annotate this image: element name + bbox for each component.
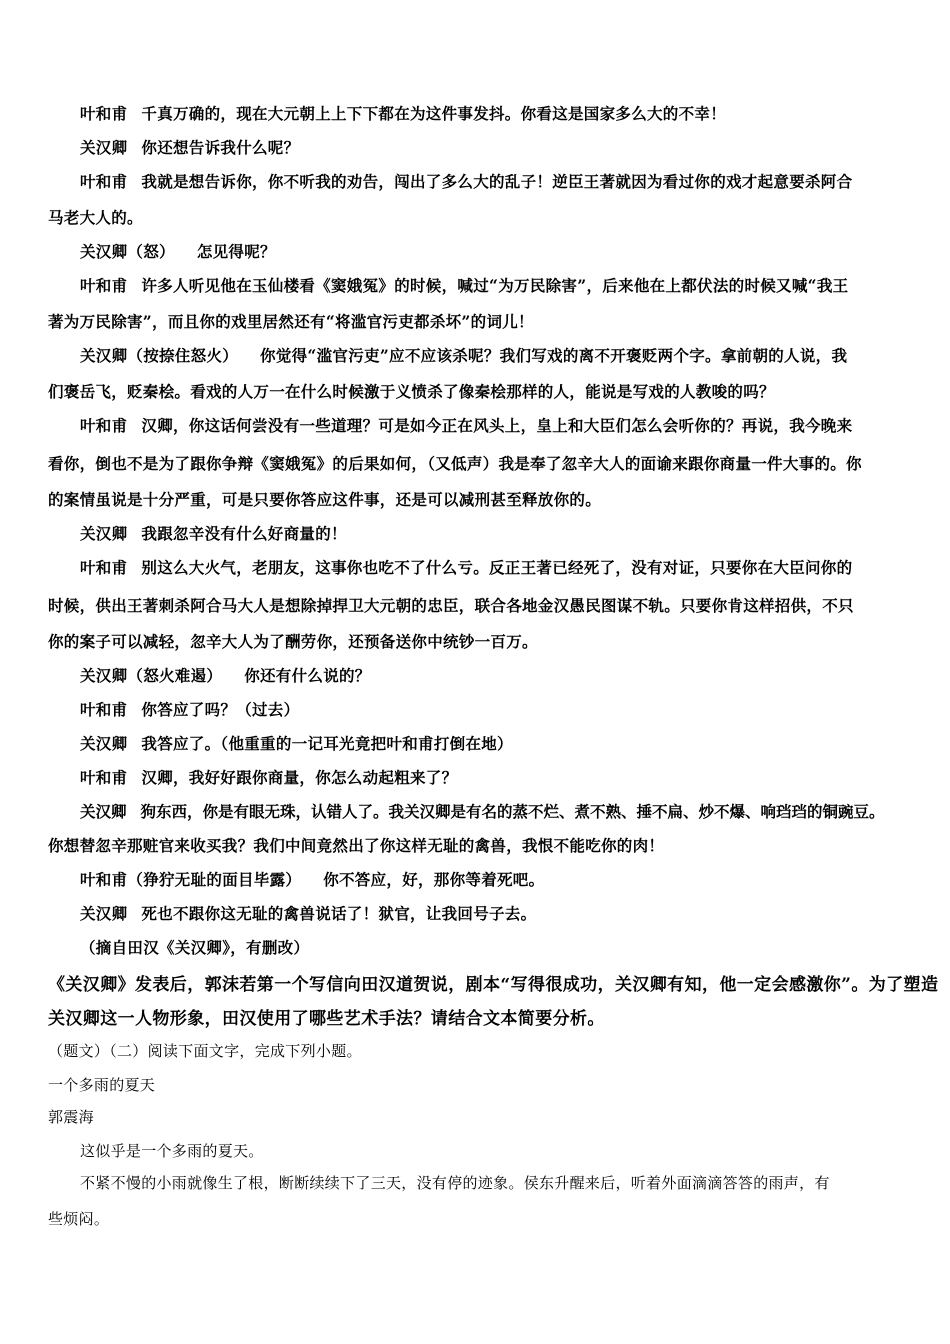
paragraph: 不紧不慢的小雨就像生了根，断断续续下了三天，没有停的迹象。侯东升醒来后，听着外面滴滴答答的雨声，有 xyxy=(80,1174,830,1192)
speech: 千真万确的，现在大元朝上上下下都在为这件事发抖。你看这是国家多么大的不幸！ xyxy=(141,104,727,123)
speech: 你不答应，好，那你等着死吧。 xyxy=(323,870,545,889)
dialogue-line xyxy=(80,344,847,366)
speaker: 叶和甫 xyxy=(80,172,128,191)
dialogue-continuation: 时候，供出王著刺杀阿合马大人是想除掉捍卫大元朝的忠臣，联合各地金汉愚民图谋不轨。只要你肯这样招供，不只 xyxy=(48,596,854,615)
speech: 怎见得呢？ xyxy=(196,242,276,261)
speaker: 叶和甫 xyxy=(80,104,128,123)
speaker: 关汉卿 xyxy=(80,138,128,157)
dialogue-line xyxy=(80,902,536,924)
speech: 你觉得“滥官污吏”应不应该杀呢？我们写戏的离不开褒贬两个字。拿前朝的人说，我 xyxy=(260,346,848,365)
speech: 我跟忽辛没有什么好商量的！ xyxy=(141,524,347,543)
speaker: 叶和甫 xyxy=(80,558,128,577)
dialogue-line xyxy=(80,766,457,788)
speech: 别这么大火气，老朋友，这事你也吃不了什么亏。反正王著已经死了，没有对证，只要你在大臣问你的 xyxy=(141,558,853,577)
speech: 我就是想告诉你，你不听我的劝告，闯出了多么大的乱子！逆臣王著就因为看过你的戏才起意要杀阿合 xyxy=(141,172,853,191)
speaker: 关汉卿 xyxy=(80,802,127,821)
speaker: 关汉卿（怒火难遏） xyxy=(80,666,223,685)
speech: 你还有什么说的？ xyxy=(244,666,371,685)
dialogue-line xyxy=(80,800,885,822)
dialogue-line xyxy=(80,522,347,544)
speaker: 关汉卿 xyxy=(80,524,128,543)
speaker: 叶和甫 xyxy=(80,700,128,719)
dialogue-line xyxy=(80,664,371,686)
question-text: 《关汉卿》发表后，郭沫若第一个写信向田汉道贺说，剧本“写得很成功，关汉卿有知，他一定会感激你”。为了塑造 xyxy=(48,975,939,995)
section-heading: （题文）（二）阅读下面文字，完成下列小题。 xyxy=(48,1042,362,1060)
dialogue-line xyxy=(80,136,299,158)
dialogue-continuation: 著为万民除害”，而且你的戏里居然还有“将滥官污吏都杀坏”的词儿！ xyxy=(48,312,534,331)
dialogue-line xyxy=(80,170,852,192)
dialogue-line xyxy=(80,240,276,262)
dialogue-line xyxy=(80,274,848,296)
dialogue-line xyxy=(80,556,852,578)
speech: 汉卿，我好好跟你商量，你怎么动起粗来了？ xyxy=(141,768,458,787)
dialogue-line xyxy=(80,698,299,720)
speech: 狗东西，你是有眼无珠，认错人了。我关汉卿是有名的蒸不烂、煮不熟、捶不扁、炒不爆、响珰珰的铜豌豆。 xyxy=(140,802,885,821)
speaker: 叶和甫 xyxy=(80,416,128,435)
speech: 死也不跟你这无耻的禽兽说话了！狱官，让我回号子去。 xyxy=(141,904,537,923)
speech: 许多人听见他在玉仙楼看《窦娥冤》的时候，喊过“为万民除害”，后来他在上都伏法的时候又喊“我王 xyxy=(141,276,849,295)
question-text: 关汉卿这一人物形象，田汉使用了哪些艺术手法？请结合文本简要分析。 xyxy=(48,1009,605,1029)
speech: 你还想告诉我什么呢？ xyxy=(141,138,300,157)
article-author: 郭震海 xyxy=(48,1108,94,1126)
speaker: 关汉卿（怒） xyxy=(80,242,175,261)
dialogue-continuation: 的案情虽说是十分严重，可是只要你答应这件事，还是可以减刑甚至释放你的。 xyxy=(48,490,602,509)
dialogue-continuation: 看你，倒也不是为了跟你争辩《窦娥冤》的后果如何，（又低声）我是奉了忽辛大人的面谕来跟你商量一件大事的。你 xyxy=(48,454,862,473)
speaker: 关汉卿 xyxy=(80,734,128,753)
source-citation: （摘自田汉《关汉卿》，有删改） xyxy=(80,938,310,957)
speech: 你答应了吗？（过去） xyxy=(141,700,300,719)
speaker: 叶和甫 xyxy=(80,768,128,787)
paragraph: 这似乎是一个多雨的夏天。 xyxy=(80,1142,264,1160)
dialogue-continuation: 你想替忽辛那赃官来收买我？我们中间竟然出了你这样无耻的禽兽，我恨不能吃你的肉！ xyxy=(48,836,665,855)
article-title: 一个多雨的夏天 xyxy=(48,1076,156,1094)
dialogue-line xyxy=(80,732,513,754)
dialogue-continuation: 们褒岳飞，贬秦桧。看戏的人万一在什么时候激于义愤杀了像秦桧那样的人，能说是写戏的人教唆的吗？ xyxy=(48,382,775,401)
paragraph-continuation: 些烦闷。 xyxy=(48,1210,110,1228)
dialogue-line xyxy=(80,102,726,124)
speaker: 叶和甫 xyxy=(80,276,128,295)
dialogue-line xyxy=(80,414,852,436)
speech: 我答应了。（他重重的一记耳光竟把叶和甫打倒在地） xyxy=(141,734,513,753)
dialogue-continuation: 马老大人的。 xyxy=(48,208,143,227)
dialogue-continuation: 你的案子可以减轻，忽辛大人为了酬劳你，还预备送你中统钞一百万。 xyxy=(48,632,538,651)
speaker: 关汉卿（按捺住怒火） xyxy=(80,346,239,365)
speaker: 叶和甫（狰狞无耻的面目毕露） xyxy=(80,870,302,889)
dialogue-line xyxy=(80,868,544,890)
speaker: 关汉卿 xyxy=(80,904,128,923)
speech: 汉卿，你这话何尝没有一些道理？可是如今正在风头上，皇上和大臣们怎么会听你的？再说，我今晚来 xyxy=(141,416,853,435)
